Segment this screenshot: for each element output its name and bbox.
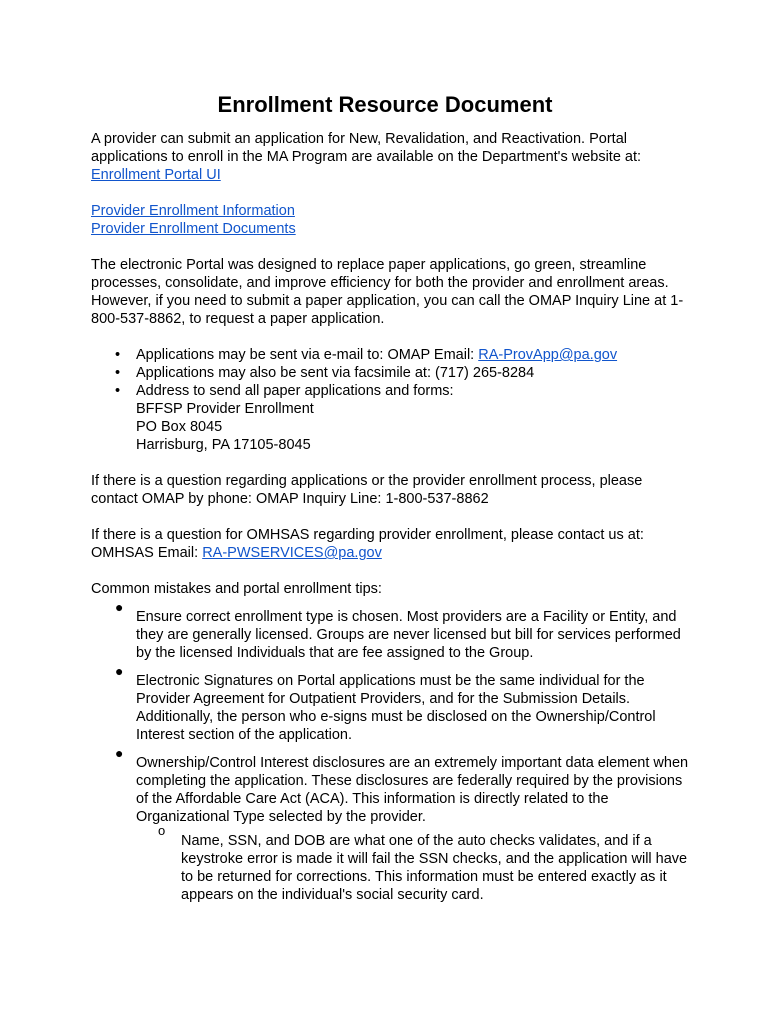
tip-text: Electronic Signatures on Portal applications must be the same individual for the Provider Agreement for Outpatient Providers, and for the Submission Details. Additionally, the person who e-signs must be disclosed on the Ownership/Control Interest section of the application. bbox=[136, 673, 656, 743]
tips-heading: Common mistakes and portal enrollment tips: bbox=[91, 581, 382, 597]
address-label: Address to send all paper applications and forms: bbox=[136, 383, 454, 399]
provider-enrollment-information-link[interactable]: Provider Enrollment Information bbox=[91, 203, 295, 219]
list-item bbox=[91, 598, 691, 662]
intro-text: A provider can submit an application for New, Revalidation, and Reactivation. Portal applications to enroll in the MA Program are available on the Department's website at: bbox=[91, 131, 642, 165]
bullet-icon: ● bbox=[115, 663, 124, 679]
list-item bbox=[91, 662, 691, 744]
bullet-icon: • bbox=[115, 347, 121, 363]
sub-list bbox=[136, 823, 691, 904]
address-line: Harrisburg, PA 17105-8045 bbox=[136, 437, 311, 453]
fax-text: Applications may also be sent via facsimile at: (717) 265-8284 bbox=[136, 365, 535, 381]
list-item bbox=[136, 823, 691, 904]
provider-enrollment-documents-link[interactable]: Provider Enrollment Documents bbox=[91, 221, 296, 237]
list-item bbox=[91, 346, 691, 364]
tip-text: Ownership/Control Interest disclosures are an extremely important data element when completing the application. These disclosures are federally required by the provisions of the Affordable Care Act (ACA). This information is directly related to the Organizational Type selected by the provider. bbox=[136, 755, 689, 825]
circle-bullet-icon: o bbox=[158, 823, 166, 838]
omhsas-paragraph bbox=[91, 526, 691, 562]
omhsas-email-link[interactable]: RA-PWSERVICES@pa.gov bbox=[202, 545, 382, 561]
subtip-text: Name, SSN, and DOB are what one of the auto checks validates, and if a keystroke error is made it will fail the SSN checks, and the application will have to be returned for corrections. This information must be entered exactly as it appears on the individual's social security card. bbox=[181, 833, 688, 903]
portal-paragraph: The electronic Portal was designed to replace paper applications, go green, streamline processes, consolidate, and improve efficiency for both the provider and enrollment areas. However, if you need to submit a paper application, you can call the OMAP Inquiry Line at 1-800-537-8862, to request a paper application. bbox=[91, 257, 684, 327]
address-line: PO Box 8045 bbox=[136, 419, 223, 435]
list-item bbox=[91, 382, 691, 454]
bullet-icon: ● bbox=[115, 745, 124, 761]
submission-list bbox=[91, 346, 691, 454]
omhsas-text: If there is a question for OMHSAS regarding provider enrollment, please contact us at: OMHSAS Email: bbox=[91, 527, 644, 561]
bullet-icon: • bbox=[115, 383, 121, 399]
resource-links bbox=[91, 202, 691, 238]
list-item bbox=[91, 744, 691, 904]
document-title: Enrollment Resource Document bbox=[217, 92, 553, 117]
enrollment-portal-link[interactable]: Enrollment Portal UI bbox=[91, 167, 221, 183]
tip-text: Ensure correct enrollment type is chosen. Most providers are a Facility or Entity, and they are generally licensed. Groups are never licensed but bill for services performed by the licensed Individuals that are fee assigned to the Group. bbox=[136, 609, 681, 661]
bullet-icon: • bbox=[115, 365, 121, 381]
email-text: Applications may be sent via e-mail to: OMAP Email: bbox=[136, 347, 479, 363]
bullet-icon: ● bbox=[115, 599, 124, 615]
phone-paragraph: If there is a question regarding applications or the provider enrollment process, please contact OMAP by phone: OMAP Inquiry Line: 1-800-537-8862 bbox=[91, 473, 643, 507]
omap-email-link[interactable]: RA-ProvApp@pa.gov bbox=[478, 347, 618, 363]
document-body bbox=[91, 130, 691, 904]
address-line: BFFSP Provider Enrollment bbox=[136, 401, 314, 417]
intro-paragraph bbox=[91, 130, 691, 184]
tips-list bbox=[91, 598, 691, 904]
list-item bbox=[91, 364, 691, 382]
